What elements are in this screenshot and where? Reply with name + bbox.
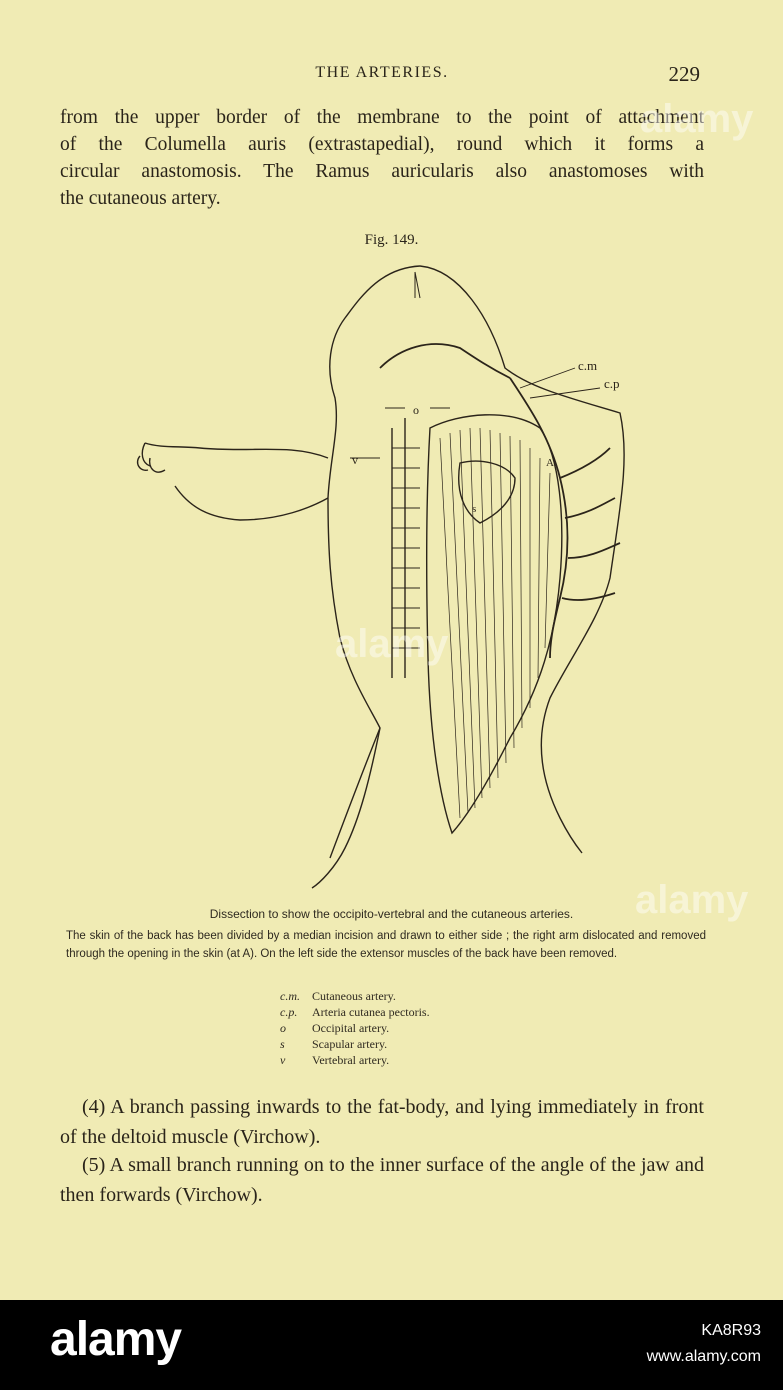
scapula (459, 461, 515, 523)
occipital-artery (380, 344, 510, 378)
figure-caption-title: Dissection to show the occipito-vertebral and the cutaneous arteries. (209, 907, 574, 921)
running-head (60, 62, 704, 86)
legend-abbr: c.p. (280, 1005, 298, 1019)
legend-desc: Cutaneous artery. (312, 989, 396, 1003)
stock-footer (0, 1300, 783, 1390)
left-arm (145, 443, 328, 520)
brand-logo[interactable]: alamy (50, 1313, 182, 1366)
watermark: alamy (335, 622, 449, 666)
legend-desc: Vertebral artery. (312, 1053, 390, 1067)
paragraph-line: of the Columella auris (extrastapedial), round which it forms a (60, 134, 704, 155)
paragraph-item-5: (5) A small branch running on to the inner surface of the angle of the jaw and then forwards (Virchow). (60, 1154, 704, 1206)
legend-abbr: c.m. (280, 989, 300, 1003)
page-number: 229 (668, 62, 700, 86)
watermark: alamy (640, 97, 754, 141)
legend-abbr: s (280, 1037, 285, 1051)
figure-label: Fig. 149. (364, 232, 419, 248)
legend-row (266, 1004, 566, 1020)
paragraph-continuation (60, 104, 704, 212)
paragraph-line: circular anastomosis. The Ramus auricularis also anastomoses with (60, 161, 704, 182)
left-hand (138, 443, 165, 472)
body-outline-right (420, 266, 624, 853)
image-id: KA8R93 (701, 1322, 761, 1339)
figure-legend (266, 988, 566, 1068)
figure-caption-body: The skin of the back has been divided by a median incision and drawn to either side ; the right arm dislocated and removed through the opening in the skin (at A). On the left side the extensor muscles of the back have been removed. (66, 930, 706, 960)
label-cm: c.m (578, 358, 598, 373)
frog-dissection-drawing (130, 258, 650, 898)
label-v: v (352, 453, 358, 467)
label-cp: c.p (604, 376, 620, 391)
paragraph-line: the cutaneous artery. (60, 188, 221, 209)
label-o: o (413, 403, 419, 417)
paragraph-item-4: (4) A branch passing inwards to the fat-body, and lying immediately in front of the deltoid muscle (Virchow). (60, 1096, 704, 1148)
legend-row (266, 1020, 566, 1036)
running-title: THE ARTERIES. (315, 64, 449, 81)
body-outline (312, 266, 420, 888)
legend-row (266, 988, 566, 1004)
legend-desc: Occipital artery. (312, 1021, 390, 1035)
legend-desc: Scapular artery. (312, 1037, 388, 1051)
label-A: A (546, 457, 554, 469)
legend-desc: Arteria cutanea pectoris. (312, 1005, 430, 1019)
site-link[interactable]: www.alamy.com (646, 1348, 761, 1365)
legend-abbr: o (280, 1021, 286, 1035)
dissection-illustration (130, 258, 650, 898)
paragraph-line: from the upper border of the membrane to the point of attachment (60, 107, 704, 128)
legend-row (266, 1036, 566, 1052)
legend-row (266, 1052, 566, 1068)
label-s: s (472, 503, 477, 515)
watermark: alamy (635, 878, 749, 922)
legend-abbr: v (280, 1053, 286, 1067)
